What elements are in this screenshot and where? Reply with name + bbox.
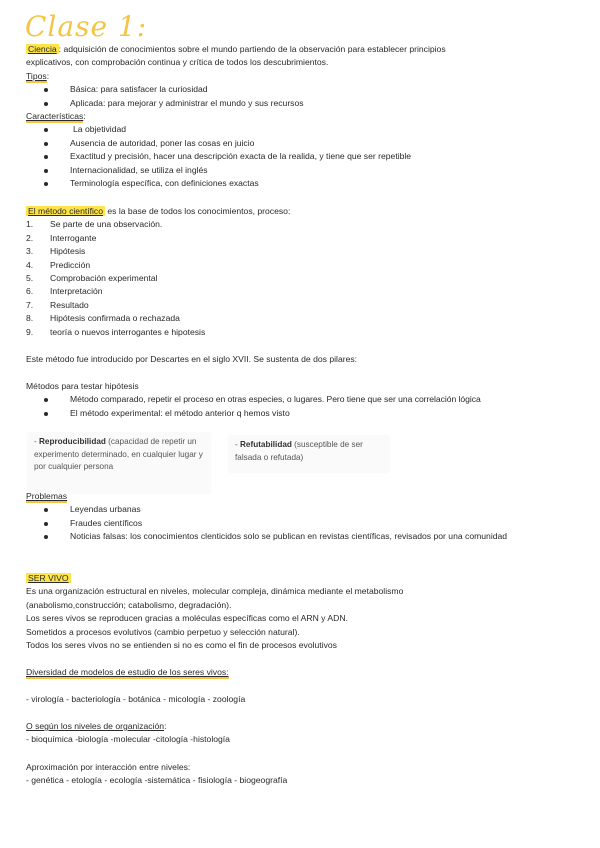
list-item (26, 232, 586, 245)
refutabilidad-text: (susceptible de ser falsada o refutada) (235, 440, 363, 462)
ser-vivo-line: Todos los seres vivos no se entienden si no es como el fin de procesos evolutivos (26, 640, 337, 651)
metodo-intro: es la base de todos los conocimientos, proceso: (105, 206, 291, 216)
niveles-section (26, 720, 586, 747)
reproducibilidad-term: Reproducibilidad (39, 437, 106, 446)
step-text: Comprobación experimental (50, 273, 158, 284)
ser-vivo-section (26, 572, 586, 652)
niveles-heading: O según los niveles de organización (26, 721, 165, 731)
list-item (26, 312, 586, 325)
ser-vivo-line: (anabolismo,construcción; catabolismo, degradación). (26, 599, 232, 610)
niveles-colon: : (164, 721, 167, 731)
ser-vivo-line: Los seres vivos se reproducen gracias a moléculas específicas como el ARN y ADN. (26, 613, 348, 624)
reproducibilidad-card (28, 433, 210, 493)
list-item (26, 326, 586, 339)
list-item (26, 299, 586, 312)
tipos-section (26, 70, 586, 110)
diversidad-section (26, 666, 586, 679)
step-number: 9. (26, 326, 34, 337)
caracteristicas-colon: : (83, 111, 86, 121)
step-text: teoría o nuevos interrogantes e hipotesis (50, 326, 206, 337)
list-item: Básica: para satisfacer la curiosidad (26, 83, 586, 96)
caracteristicas-list (26, 123, 586, 190)
ciencia-definition-line-1: : adquisición de conocimientos sobre el mundo partiendo de la observación para establecer principios (58, 44, 446, 54)
diversidad-heading: Diversidad de modelos de estudio de los seres vivos: (26, 667, 229, 677)
tipos-list (26, 83, 586, 110)
list-item (26, 245, 586, 258)
problemas-section (26, 490, 586, 544)
metodo-steps (26, 218, 586, 339)
step-number: 3. (26, 246, 34, 257)
step-number: 6. (26, 286, 34, 297)
step-text: Hipótesis confirmada o rechazada (50, 313, 180, 324)
interaccion-heading: Aproximación por interacción entre niveles: (26, 762, 191, 772)
step-text: Resultado (50, 299, 89, 310)
step-text: Interrogante (50, 232, 97, 243)
step-text: Predicción (50, 259, 91, 270)
problemas-heading: Problemas (26, 491, 68, 501)
ser-vivo-line: Es una organización estructural en niveles, molecular compleja, dinámica mediante el metabolismo (26, 586, 404, 597)
list-item: El método experimental: el método anterior q hemos visto (26, 407, 586, 420)
interaccion-list: - genética - etología - ecología -sistemática - fisiología - biogeografía (26, 775, 288, 786)
step-text: Interpretación (50, 286, 103, 297)
step-number: 4. (26, 259, 34, 270)
tipos-heading: Tipos (26, 71, 47, 81)
problemas-list (26, 503, 586, 543)
list-item: Leyendas urbanas (26, 503, 586, 516)
reproducibilidad-text: (capacidad de repetir un experimento determinado, en cualquier lugar y por cualquier persona (34, 437, 203, 472)
list-item: Exactitud y precisión, hacer una descripción exacta de la realida, y tiene que ser repetible (26, 150, 586, 163)
tipos-colon: : (46, 71, 50, 81)
list-item (26, 218, 586, 231)
list-item: Método comparado, repetir el proceso en otras especies, o lugares. Pero tiene que ser una correlación lógica (26, 393, 586, 406)
step-number: 7. (26, 299, 34, 310)
metodos-testar-heading: Métodos para testar hipótesis (26, 381, 139, 391)
step-text: Hipótesis (50, 246, 86, 257)
ser-vivo-heading: SER VIVO (28, 573, 69, 583)
list-item (26, 272, 586, 285)
step-number: 5. (26, 273, 34, 284)
list-item: Noticias falsas: los conocimientos clenticidos solo se publican en revistas científicas, revisados por una comunidad (26, 530, 546, 543)
ciencia-definition (26, 43, 586, 70)
caracteristicas-heading: Características (26, 111, 84, 121)
list-item: Fraudes científicos (26, 517, 586, 530)
diversidad-list: - virología - bacteriología - botánica - micología - zoología (26, 694, 246, 704)
card-dash: - (34, 437, 40, 446)
metodos-testar-section (26, 380, 586, 420)
step-text: Se parte de una observación. (50, 219, 163, 230)
step-number: 8. (26, 313, 34, 324)
card-dash: - (235, 440, 241, 449)
ser-vivo-line: Sometidos a procesos evolutivos (cambio perpetuo y selección natural). (26, 626, 300, 637)
list-item: La objetividad (26, 123, 586, 136)
descartes-note: Este método fue introducido por Descartes en el siglo XVII. Se sustenta de dos pilares: (26, 354, 358, 364)
caracteristicas-section (26, 110, 586, 190)
metodo-term: El método científico (28, 206, 103, 216)
list-item (26, 259, 586, 272)
list-item: Ausencia de autoridad, poner las cosas en juicio (26, 137, 586, 150)
metodo-section (26, 205, 586, 339)
refutabilidad-term: Refutabilidad (240, 440, 292, 449)
page-title: Clase 1: (25, 10, 148, 43)
step-number: 1. (26, 219, 34, 230)
niveles-list: - bioquímica -biología -molecular -citología -histología (26, 734, 230, 745)
list-item: Aplicada: para mejorar y administrar el mundo y sus recursos (26, 97, 586, 110)
list-item (26, 285, 586, 298)
step-number: 2. (26, 232, 34, 243)
metodos-testar-list (26, 393, 586, 420)
list-item: Terminología específica, con definiciones exactas (26, 177, 586, 190)
interaccion-section (26, 761, 586, 788)
list-item: Internacionalidad, se utiliza el inglés (26, 164, 586, 177)
ciencia-term: Ciencia (28, 44, 57, 54)
refutabilidad-card (229, 436, 389, 472)
ciencia-definition-line-2: explicativos, con comprobación continua y crítica de todos los descubrimientos. (26, 57, 329, 68)
